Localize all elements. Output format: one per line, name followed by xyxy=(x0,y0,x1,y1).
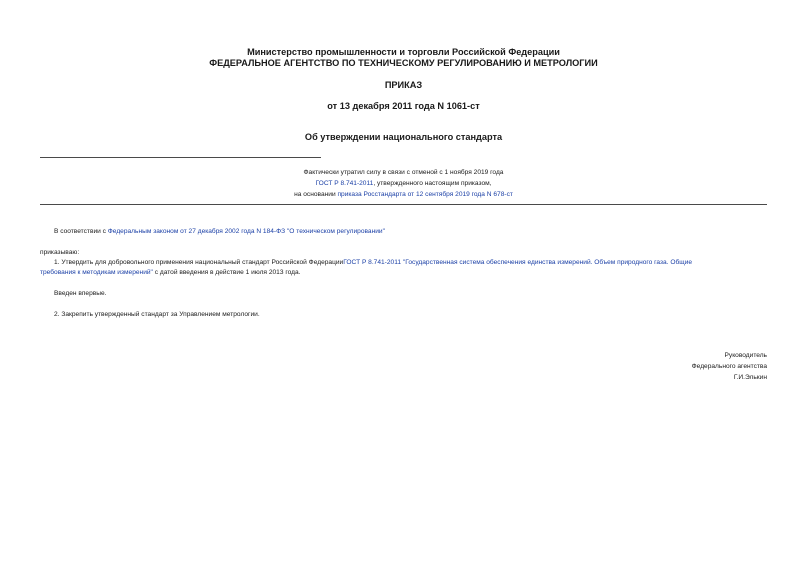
signature-name: Г.И.Элькин xyxy=(733,374,767,381)
gost-link[interactable]: ГОСТ Р 8.741-2011 xyxy=(315,180,374,187)
introduced-first: Введен впервые. xyxy=(54,290,107,297)
status-note-line3 xyxy=(0,190,807,200)
signature-position-line1: Руководитель xyxy=(724,352,767,359)
signature-position-line2: Федерального агентства xyxy=(691,363,767,370)
gost-standard-link[interactable]: ГОСТ Р 8.741-2011 "Государственная система обеспечения единства измерений. Объем природного газа. Общие xyxy=(343,259,693,266)
status-note-line2 xyxy=(0,179,807,189)
rosstandart-order-link[interactable]: приказа Росстандарта от 12 сентября 2019 года N 678-ст xyxy=(337,191,513,198)
item1-text-end: с датой введения в действие 1 июля 2013 года. xyxy=(152,269,301,276)
ministry-name: Министерство промышленности и торговли Российской Федерации xyxy=(247,47,560,57)
status-note-line1: Фактически утратил силу в связи с отменой с 1 ноября 2019 года xyxy=(303,169,504,176)
item1-text-start: 1. Утвердить для добровольного применения национальный стандарт Российской Федерации xyxy=(54,259,344,266)
item1-line1 xyxy=(54,258,692,268)
gost-standard-link-cont[interactable]: требования к методикам измерений" xyxy=(40,269,153,276)
separator-rule-bottom xyxy=(40,204,767,205)
status-note-line3-text: на основании xyxy=(294,191,338,198)
agency-name: ФЕДЕРАЛЬНОЕ АГЕНТСТВО ПО ТЕХНИЧЕСКОМУ РЕГУЛИРОВАНИЮ И МЕТРОЛОГИИ xyxy=(209,58,598,68)
document-subject: Об утверждении национального стандарта xyxy=(304,132,503,142)
federal-law-link[interactable]: Федеральным законом от 27 декабря 2002 года N 184-ФЗ "О техническом регулировании" xyxy=(107,228,385,235)
status-note-line2-text: , утвержденного настоящим приказом, xyxy=(373,180,492,187)
document-type: ПРИКАЗ xyxy=(384,80,423,90)
order-word: приказываю: xyxy=(40,249,80,256)
item2: 2. Закрепить утвержденный стандарт за Управлением метрологии. xyxy=(54,311,260,318)
intro-text: В соответствии с xyxy=(54,228,108,235)
separator-rule-top xyxy=(40,157,321,158)
intro-paragraph xyxy=(54,227,385,237)
document-date-number: от 13 декабря 2011 года N 1061-ст xyxy=(327,101,480,111)
item1-line2 xyxy=(40,268,300,278)
